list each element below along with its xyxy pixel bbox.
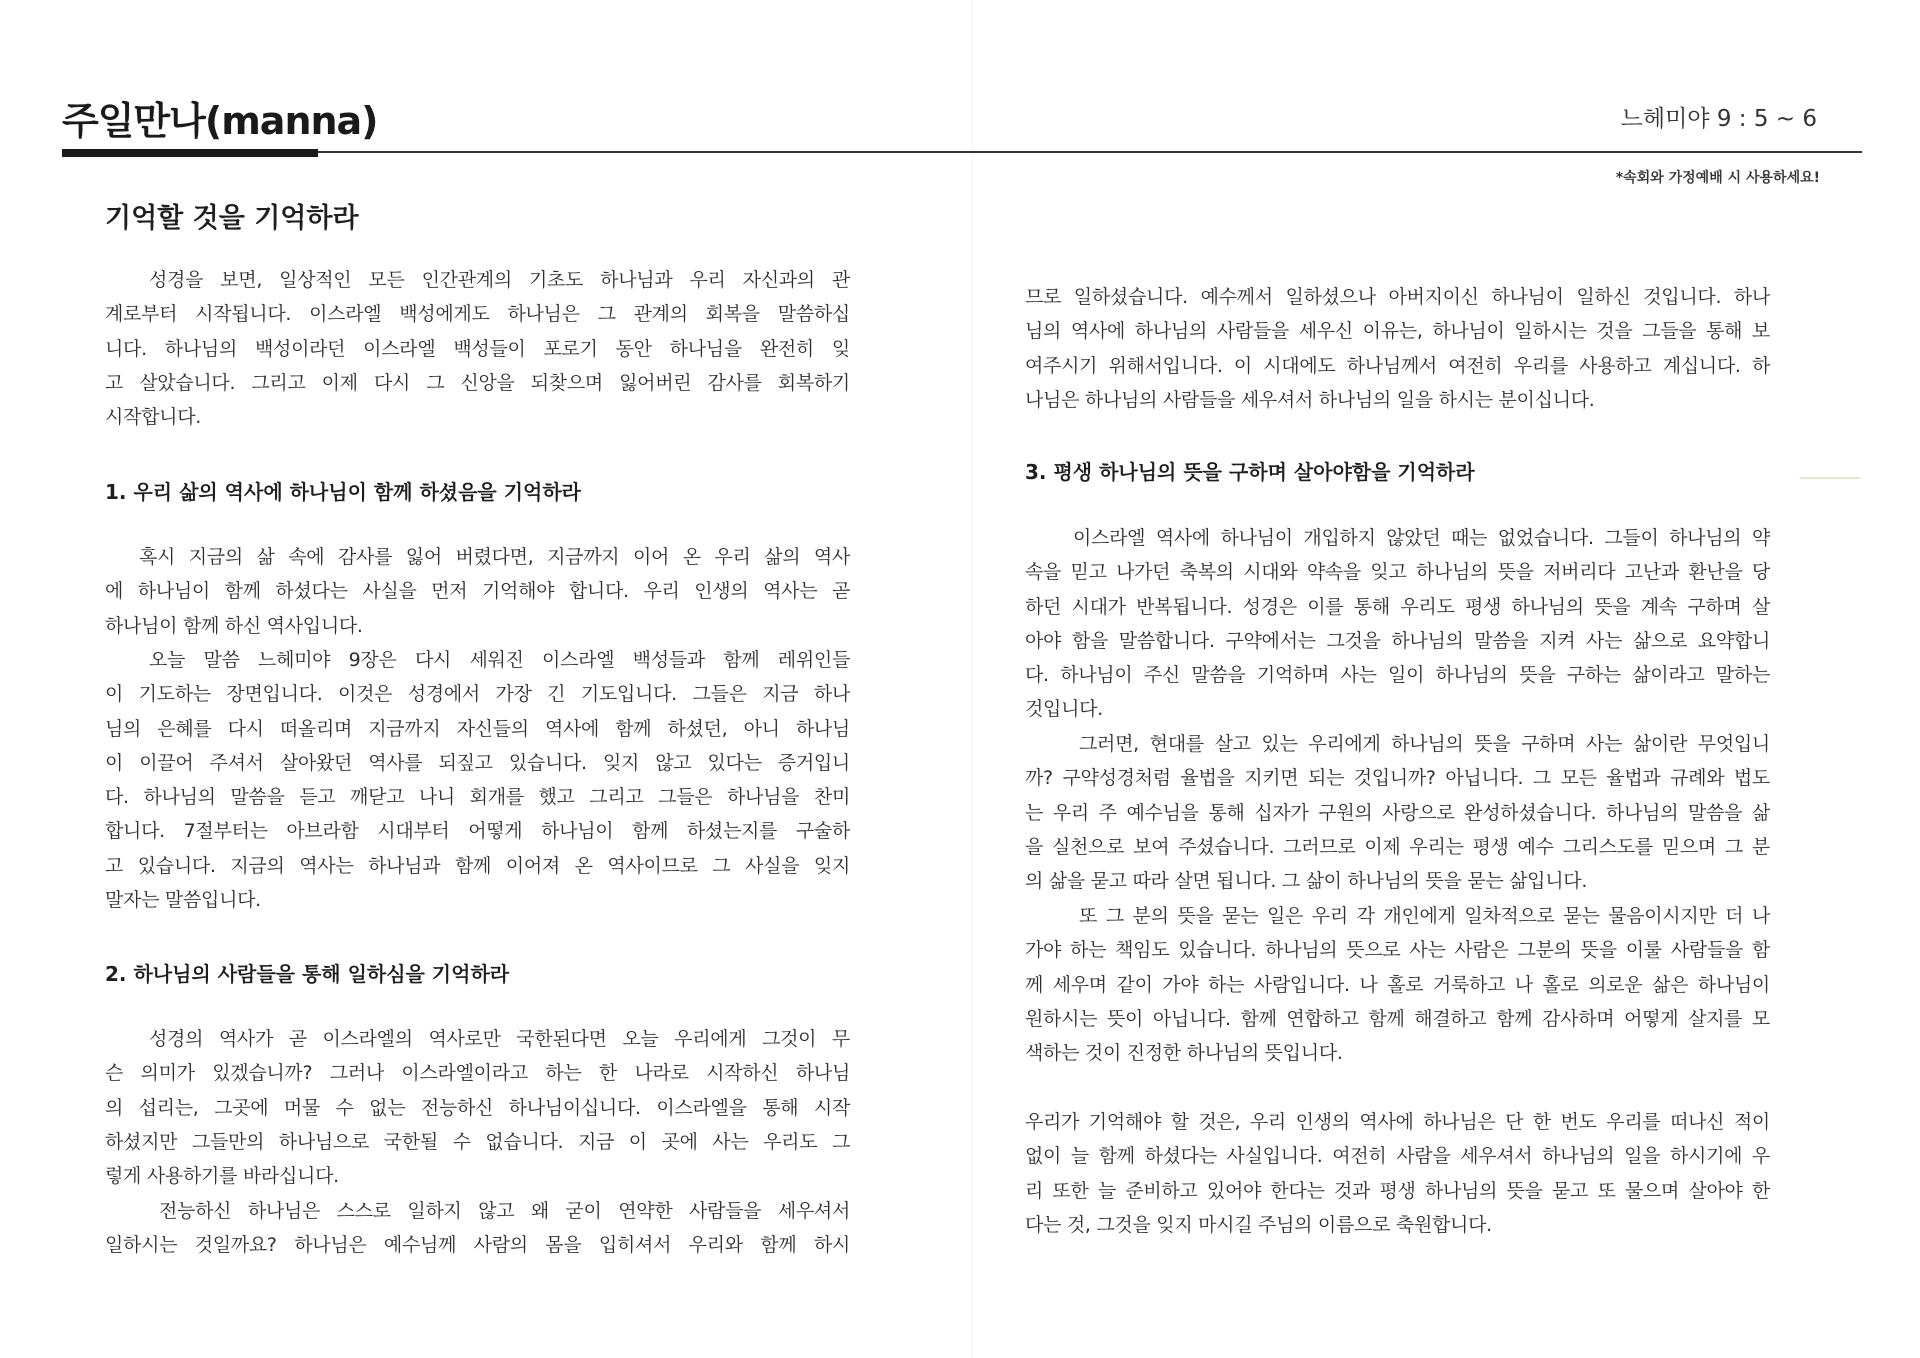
text-line: 나님은 하나님의 사람들을 세우셔서 하나님의 일을 하시는 분이십니다. — [1025, 388, 1595, 411]
text-line: 리 또한 늘 준비하고 있어야 한다는 것과 평생 하나님의 뜻을 묻고 또 물으며 살아야 한 — [1025, 1179, 1770, 1202]
text-line: 다는 것, 그것을 잊지 마시길 주님의 이름으로 축원합니다. — [1025, 1213, 1492, 1236]
text-line: 아야 함을 말씀합니다. 구약에서는 그것을 하나님의 말씀을 지켜 사는 삶으로 요약합니 — [1025, 629, 1770, 652]
text-line: 고 있습니다. 지금의 역사는 하나님과 함께 이어져 온 역사이므로 그 사실을 잊지 — [105, 854, 850, 877]
conclusion-paragraph — [1025, 1105, 1770, 1242]
text-line: 다. 하나님의 말씀을 듣고 깨닫고 나니 회개를 했고 그리고 그들은 하나님을 찬미 — [105, 786, 850, 809]
text-line: 색하는 것이 진정한 하나님의 뜻입니다. — [1025, 1042, 1343, 1065]
text-line: 시작합니다. — [105, 406, 202, 429]
text-line: 여주시기 위해서입니다. 이 시대에도 하나님께서 여전히 우리를 사용하고 계십니다. 하 — [1025, 354, 1770, 377]
text-line: 고 살았습니다. 그리고 이제 다시 그 신앙을 되찾으며 잃어버린 감사를 회복하기 — [105, 371, 850, 394]
text-line: 이스라엘 역사에 하나님이 개입하지 않았던 때는 없었습니다. 그들이 하나님의 약 — [1073, 527, 1770, 549]
text-line: 께 세우며 같이 가야 하는 사람입니다. 나 홀로 거룩하고 나 홀로 의로운 삶은 하나님이 — [1025, 973, 1770, 996]
text-line: 다. 하나님이 주신 말씀을 기억하며 사는 일이 하나님의 뜻을 구하는 삶이라고 말하는 — [1025, 664, 1770, 687]
text-line: 하나님이 함께 하신 역사입니다. — [105, 614, 363, 637]
text-line: 이 이끌어 주셔서 살아왔던 역사를 되짚고 있습니다. 잊지 않고 있다는 증거입니 — [105, 751, 850, 774]
section-2-paragraph-2-continued — [1025, 280, 1770, 417]
text-line: 님의 은혜를 다시 떠올리며 지금까지 자신들의 역사에 함께 하셨던, 아니 하나님 — [105, 717, 850, 740]
section-3-paragraph-2 — [1025, 727, 1770, 898]
text-line: 하셨지만 그들만의 하나님으로 국한될 수 없습니다. 지금 이 곳에 사는 우리도 그 — [105, 1130, 850, 1153]
text-line: 것입니다. — [1025, 698, 1103, 721]
text-line: 의 삶을 묻고 따라 살면 됩니다. 그 삶이 하나님의 뜻을 묻는 삶입니다. — [1025, 870, 1588, 893]
text-line: 전능하신 하나님은 스스로 일하지 않고 왜 굳이 연약한 사람들을 세우셔서 — [159, 1200, 850, 1222]
usage-note: *속회와 가정예배 시 사용하세요! — [1615, 170, 1820, 186]
text-line: 합니다. 7절부터는 아브라함 시대부터 어떻게 하나님이 함께 하셨는지를 구술하 — [105, 820, 850, 843]
section-1-paragraph-1 — [105, 540, 850, 643]
text-line: 또 그 분의 뜻을 묻는 일은 우리 각 개인에게 일차적으로 묻는 물음이시지만 더 나 — [1079, 905, 1770, 927]
text-line: 까? 구약성경처럼 율법을 지키면 되는 것입니까? 아닙니다. 그 모든 율법과 규례와 법도 — [1025, 767, 1770, 790]
section-2-paragraph-2 — [105, 1194, 850, 1263]
section-2-paragraph-1 — [105, 1022, 850, 1193]
section-3-paragraph-3 — [1025, 899, 1770, 1070]
text-line: 성경의 역사가 곧 이스라엘의 역사로만 국한된다면 오늘 우리에게 그것이 무 — [149, 1028, 850, 1050]
text-line: 우리가 기억해야 할 것은, 우리 인생의 역사에 하나님은 단 한 번도 우리를 떠나신 적이 — [1025, 1111, 1770, 1133]
paper-mark — [1800, 477, 1860, 479]
text-line: 혹시 지금의 삶 속에 감사를 잃어 버렸다면, 지금까지 이어 온 우리 삶의 역사 — [139, 546, 850, 568]
text-line: 는 우리 주 예수님을 통해 십자가 구원의 사랑으로 완성하셨습니다. 하나님의 말씀을 삶 — [1025, 801, 1770, 824]
page-spine — [972, 0, 973, 1358]
section-1-paragraph-2 — [105, 643, 850, 917]
text-line: 없이 늘 함께 하셨다는 사실입니다. 여전히 사람을 세우셔서 하나님의 일을 하시기에 우 — [1025, 1145, 1770, 1168]
text-line: 원하시는 뜻이 아닙니다. 함께 연합하고 함께 해결하고 함께 감사하며 어떻게 살지를 모 — [1025, 1007, 1770, 1030]
text-line: 님의 역사에 하나님의 사람들을 세우신 이유는, 하나님이 일하시는 것을 그들을 통해 보 — [1025, 320, 1770, 343]
section-1-heading: 1. 우리 삶의 역사에 하나님이 함께 하셨음을 기억하라 — [105, 480, 581, 504]
section-2-heading: 2. 하나님의 사람들을 통해 일하심을 기억하라 — [105, 962, 510, 986]
text-line: 일하시는 것일까요? 하나님은 예수님께 사람의 몸을 입히셔서 우리와 함께 하시 — [105, 1234, 850, 1257]
section-3-heading: 3. 평생 하나님의 뜻을 구하며 살아야함을 기억하라 — [1025, 460, 1475, 484]
text-line: 을 실천으로 보여 주셨습니다. 그러므로 이제 우리는 평생 예수 그리스도를 믿으며 그 분 — [1025, 835, 1770, 858]
header-rule-accent — [62, 149, 318, 157]
text-line: 성경을 보면, 일상적인 모든 인간관계의 기초도 하나님과 우리 자신과의 관 — [149, 269, 850, 291]
text-line: 하던 시대가 반복됩니다. 성경은 이를 통해 우리도 평생 하나님의 뜻을 계속 구하며 살 — [1025, 595, 1770, 618]
text-line: 이 기도하는 장면입니다. 이것은 성경에서 가장 긴 기도입니다. 그들은 지금 하나 — [105, 683, 850, 706]
text-line: 니다. 하나님의 백성이라던 이스라엘 백성들이 포로기 동안 하나님을 완전히 잊 — [105, 337, 850, 360]
text-line: 므로 일하셨습니다. 예수께서 일하셨으나 아버지이신 하나님이 일하신 것입니다. 하나 — [1025, 286, 1770, 308]
text-line: 에 하나님이 함께 하셨다는 사실을 먼저 기억해야 합니다. 우리 인생의 역사는 곧 — [105, 580, 850, 603]
text-line: 슨 의미가 있겠습니까? 그러나 이스라엘이라고 하는 한 나라로 시작하신 하나님 — [105, 1062, 850, 1085]
text-line: 그러면, 현대를 살고 있는 우리에게 하나님의 뜻을 구하며 사는 삶이란 무엇입니 — [1079, 733, 1770, 755]
intro-paragraph — [105, 263, 850, 434]
text-line: 가야 하는 책임도 있습니다. 하나님의 뜻으로 사는 사람은 그분의 뜻을 이룰 사람들을 함 — [1025, 939, 1770, 962]
section-3-paragraph-1 — [1025, 521, 1770, 727]
text-line: 렇게 사용하기를 바라십니다. — [105, 1165, 339, 1188]
page-title: 주일만나(manna) — [62, 99, 378, 143]
text-line: 오늘 말씀 느헤미야 9장은 다시 세워진 이스라엘 백성들과 함께 레위인들 — [149, 649, 850, 671]
header-rule — [62, 151, 1862, 153]
text-line: 의 섭리는, 그곳에 머물 수 없는 전능하신 하나님이십니다. 이스라엘을 통해 시작 — [105, 1096, 850, 1119]
sermon-title: 기억할 것을 기억하라 — [105, 203, 359, 234]
text-line: 말자는 말씀입니다. — [105, 889, 261, 912]
scripture-reference: 느헤미야 9 : 5 ~ 6 — [1620, 106, 1817, 132]
text-line: 계로부터 시작됩니다. 이스라엘 백성에게도 하나님은 그 관계의 회복을 말씀하십 — [105, 303, 850, 326]
text-line: 속을 믿고 나가던 축복의 시대와 약속을 잊고 하나님의 뜻을 저버리다 고난과 환난을 당 — [1025, 561, 1770, 584]
